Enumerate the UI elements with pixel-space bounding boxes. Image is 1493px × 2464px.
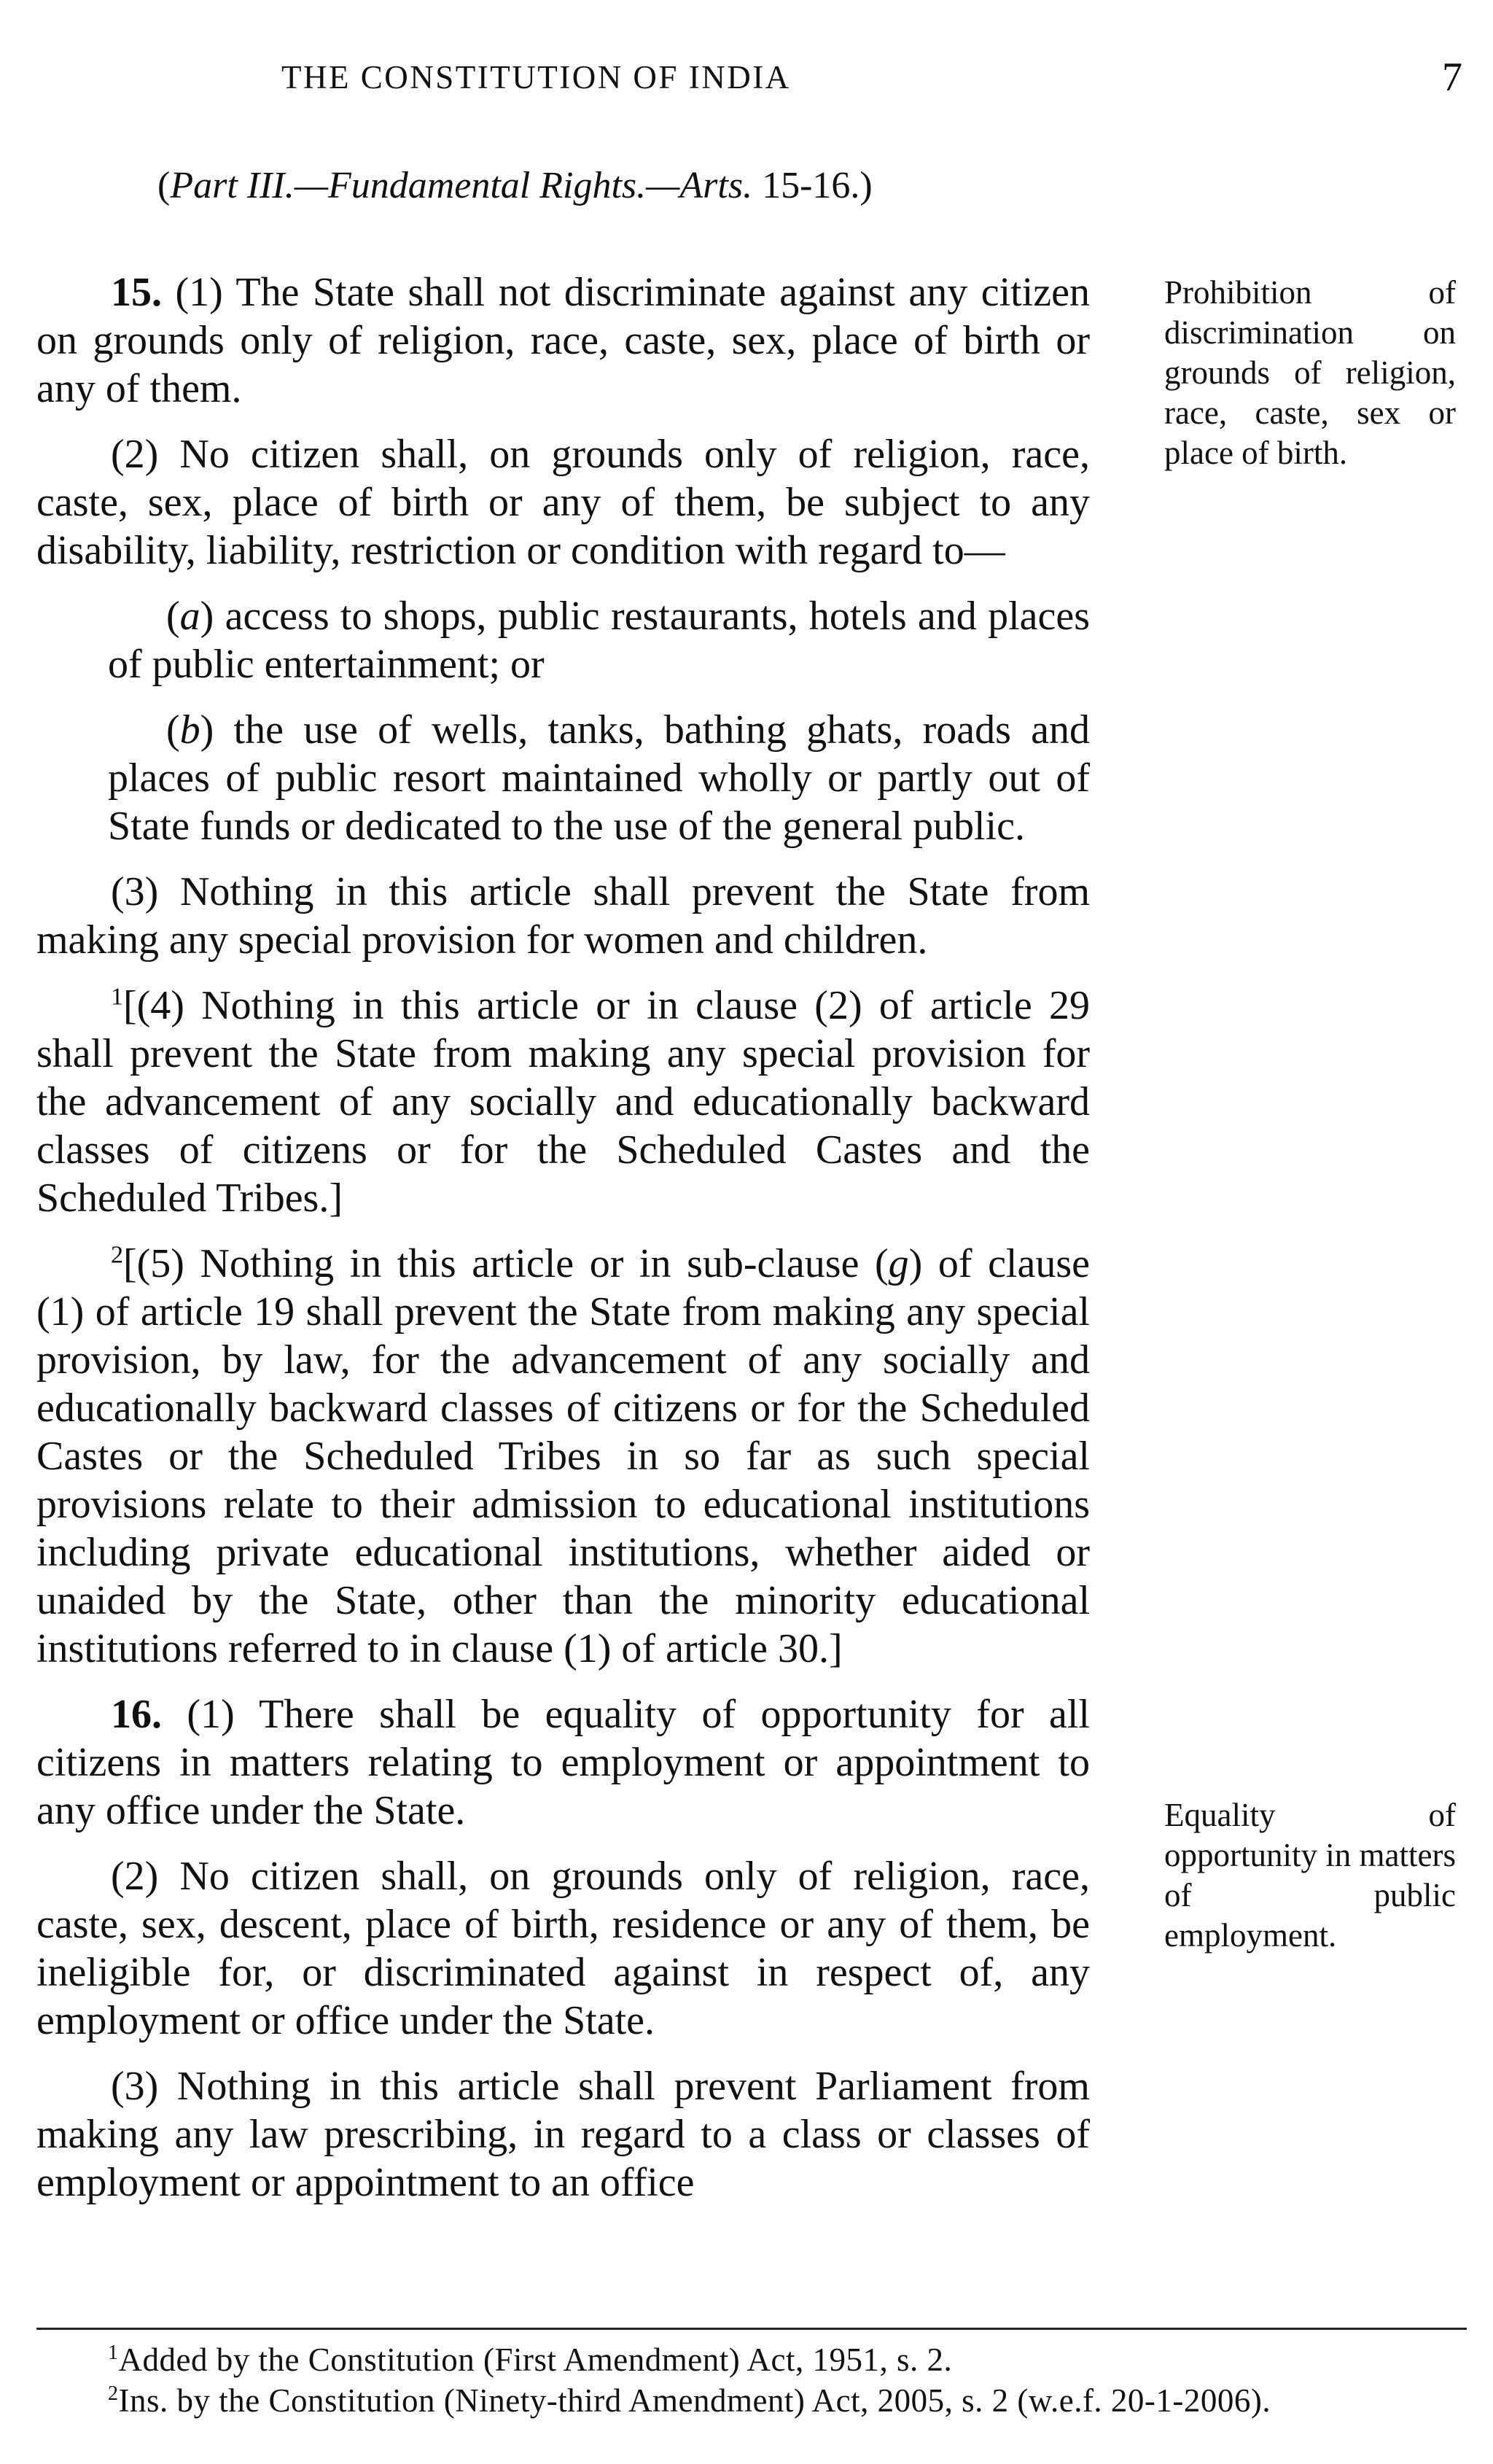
article-15-clause-3: (3) Nothing in this article shall prevent the State from making any special provision for women and children. [36,869,1090,963]
clause-4-text: [(4) Nothing in this article or in clause (2) of article 29 shall prevent the State from making any special provision for the advancement of any socially and educationally backward classes of citizens or for the Scheduled Castes and the Scheduled Tribes.] [36,983,1090,1221]
article-15-clause-1 [36,268,1090,413]
article-16-clause-3: (3) Nothing in this article shall prevent Parliament from making any law prescribing, in regard to a class or classes of employment or appointment to an office [36,2064,1090,2205]
sub-a-text: access to shops, public restaurants, hotels and places of public entertainment; or [108,594,1090,687]
article-16-clause-2: (2) No citizen shall, on grounds only of religion, race, caste, sex, descent, place of birth, residence or any of them, be ineligible for, or discriminated against in respect of, any employment or office under the State. [36,1854,1090,2043]
footnote-marker-2: 2 [111,1241,123,1269]
article-16-clause-1-text: (1) There shall be equality of opportunity for all citizens in matters relating to employment or appointment to any office under the State. [36,1692,1090,1833]
article-15-number: 15. [111,270,162,315]
article-15-clause-2: (2) No citizen shall, on grounds only of religion, race, caste, sex, place of birth or any of them, be subject to any disability, liability, restriction or condition with regard to— [36,432,1090,573]
page-header [0,55,1493,109]
part-heading [157,164,873,207]
page-number: 7 [1442,55,1462,100]
part-heading-title: Part III.—Fundamental Rights.—Arts. [170,165,753,206]
article-16-clause-1 [36,1690,1090,1835]
footnote-1 [108,2339,1471,2380]
article-15-sub-b: (b) the use of wells, tanks, bathing ghats, roads and places of public resort maintained wholly or partly out of State funds or dedicated to the use of the general public. [108,707,1090,849]
article-16-number: 16. [111,1692,162,1737]
footnote-1-marker: 1 [108,2341,119,2364]
footnote-marker-1: 1 [111,983,123,1011]
clause-5-text-pre: [(5) Nothing in this article or in sub-clause ( [123,1241,889,1286]
footnote-divider [36,2328,1467,2330]
article-15-clause-1-text: (1) The State shall not discriminate against any citizen on grounds only of religion, race, caste, sex, place of birth or any of them. [36,270,1090,411]
footnote-1-text: Added by the Constitution (First Amendment) Act, 1951, s. 2. [118,2341,953,2378]
footnotes [108,2339,1471,2421]
part-heading-range: 15-16.) [752,165,873,206]
article-15-clause-5 [36,1240,1090,1673]
sub-b-text: the use of wells, tanks, bathing ghats, roads and places of public resort maintained wholly or partly out of State funds or dedicated to the use of the general public. [108,707,1090,849]
margin-note-article-16: Equality of opportunity in matters of public employment. [1164,1797,1456,1954]
sub-b-letter: b [179,707,200,753]
footnote-2 [108,2380,1471,2421]
main-text [36,268,1090,2207]
clause-5-text-post: ) of clause (1) of article 19 shall prevent the State from making any special provision, by law, for the advancement of any socially and educationally backward classes of citizens or for the Scheduled Castes or the Scheduled Tribes in so far as such special provisions relate to their admission to educational institutions including private educational institutions, whether aided or unaided by the State, other than the minority educational institutions referred to in clause (1) of article 30.] [36,1241,1090,1671]
footnote-2-text: Ins. by the Constitution (Ninety-third Amendment) Act, 2005, s. 2 (w.e.f. 20-1-2006). [118,2382,1271,2419]
footnote-2-marker: 2 [108,2382,119,2405]
article-15-sub-a: (a) access to shops, public restaurants, hotels and places of public entertainment; or [108,594,1090,687]
part-heading-open: ( [157,165,171,206]
clause-5-letter-g: g [888,1241,909,1286]
article-15-clause-4 [36,982,1090,1222]
sub-a-letter: a [179,594,200,639]
margin-note-article-15: Prohibition of discrimination on grounds of religion, race, caste, sex or place of birth. [1164,274,1456,471]
running-head: THE CONSTITUTION OF INDIA [281,59,791,96]
